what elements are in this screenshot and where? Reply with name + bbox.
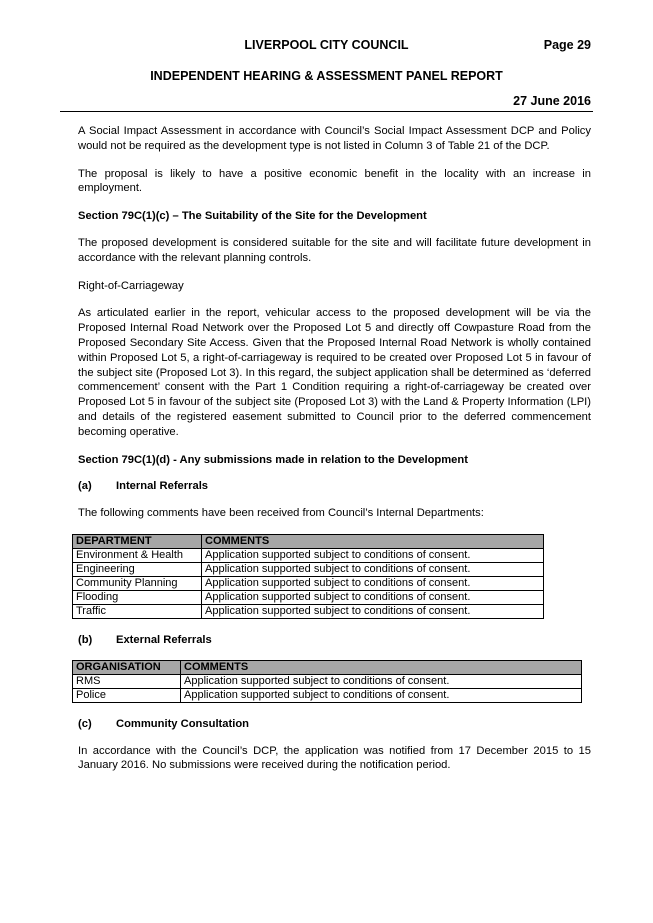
section-79c-c-heading: Section 79C(1)(c) – The Suitability of the Site for the Development	[78, 210, 427, 223]
table-row	[73, 674, 582, 688]
paragraph-site-suitability: The proposed development is considered suitable for the site and will facilitate future development in accordance with the relevant planning controls.	[78, 236, 591, 264]
department-cell: Community Planning	[73, 576, 202, 590]
subsection-internal-referrals	[78, 479, 591, 494]
paragraph-internal-comments-intro: The following comments have been received from Council’s Internal Departments:	[78, 507, 484, 520]
report-date: 27 June 2016	[513, 94, 591, 108]
comment-cell: Application supported subject to conditions of consent.	[202, 548, 544, 562]
subsection-title: Community Consultation	[116, 717, 249, 730]
table-row	[73, 688, 582, 702]
organisation-name: LIVERPOOL CITY COUNCIL	[244, 38, 409, 52]
table-header-row	[73, 534, 544, 548]
header-divider	[60, 111, 593, 112]
comment-cell: Application supported subject to conditions of consent.	[181, 674, 582, 688]
right-of-carriageway-heading: Right-of-Carriageway	[78, 279, 184, 292]
table-row	[73, 576, 544, 590]
report-body	[78, 124, 591, 786]
column-header-organisation: ORGANISATION	[73, 660, 181, 674]
paragraph-economic-benefit: The proposal is likely to have a positive economic benefit in the locality with an increase in employment.	[78, 167, 591, 195]
organisation-cell: Police	[73, 688, 181, 702]
comment-cell: Application supported subject to conditions of consent.	[181, 688, 582, 702]
subsection-letter: (b)	[78, 633, 93, 646]
department-cell: Traffic	[73, 604, 202, 618]
subsection-community-consultation	[78, 717, 591, 732]
department-cell: Environment & Health	[73, 548, 202, 562]
paragraph-social-impact: A Social Impact Assessment in accordance with Council’s Social Impact Assessment DCP and Policy would not be required as the development type is not listed in Column 3 of Table 21 of the DCP.	[78, 125, 591, 152]
table-row	[73, 548, 544, 562]
report-title: INDEPENDENT HEARING & ASSESSMENT PANEL REPORT	[150, 69, 503, 83]
external-referrals-table	[72, 660, 582, 703]
organisation-cell: RMS	[73, 674, 181, 688]
table-header-row	[73, 660, 582, 674]
subsection-letter: (a)	[78, 480, 92, 493]
department-cell: Flooding	[73, 590, 202, 604]
subsection-title: Internal Referrals	[116, 480, 209, 493]
table-row	[73, 604, 544, 618]
subsection-letter: (c)	[78, 717, 92, 730]
comment-cell: Application supported subject to conditions of consent.	[202, 604, 544, 618]
section-79c-d-heading: Section 79C(1)(d) - Any submissions made in relation to the Development	[78, 453, 468, 466]
comment-cell: Application supported subject to conditions of consent.	[202, 590, 544, 604]
comment-cell: Application supported subject to conditions of consent.	[202, 562, 544, 576]
paragraph-notification: In accordance with the Council’s DCP, the application was notified from 17 December 2015 to 15 January 2016. No submissions were received during the notification period.	[78, 744, 591, 772]
paragraph-right-of-carriageway: As articulated earlier in the report, vehicular access to the proposed development will be via the Proposed Internal Road Network over the Proposed Lot 5 and directly off Cowpasture Road from the Proposed Secondary Site Access. Given that the Proposed Internal Road Network is wholly contained within Proposed Lot 5, a right-of-carriageway is required to be created over Proposed Lot 5 in favour of the subject site (Proposed Lot 3). In this regard, the subject application shall be determined as ‘deferred commencement’ consent with the Part 1 Condition requiring a right-of-carriageway be created over Proposed Lot 5 in favour of the subject site (Proposed Lot 3) with the Land & Property Information (LPI) and details of the registered easement submitted to Council prior to the deferred commencement becoming operative.	[78, 307, 591, 438]
subsection-title: External Referrals	[116, 633, 212, 646]
subsection-external-referrals	[78, 633, 591, 648]
comment-cell: Application supported subject to conditions of consent.	[202, 576, 544, 590]
table-row	[73, 562, 544, 576]
department-cell: Engineering	[73, 562, 202, 576]
page-number: Page 29	[543, 38, 591, 52]
column-header-comments: COMMENTS	[181, 660, 582, 674]
column-header-comments: COMMENTS	[202, 534, 544, 548]
column-header-department: DEPARTMENT	[73, 534, 202, 548]
table-row	[73, 590, 544, 604]
internal-referrals-table	[72, 534, 544, 619]
